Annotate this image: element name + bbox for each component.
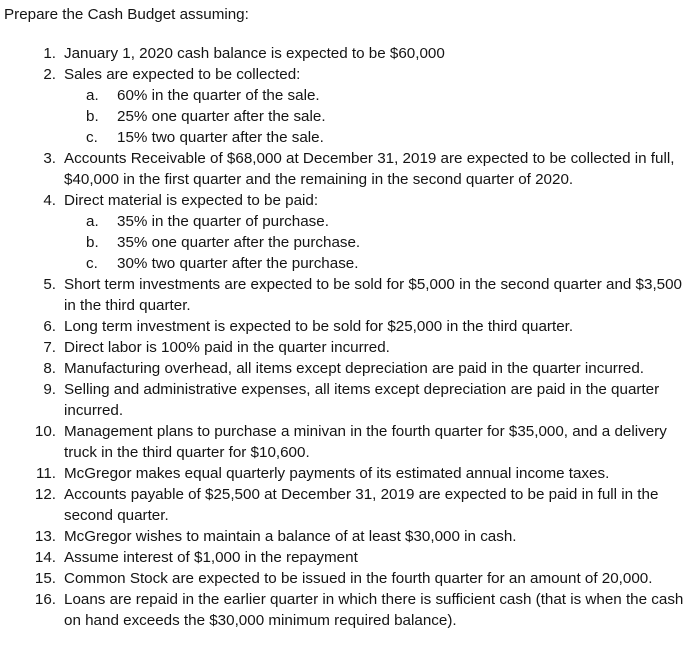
item-text: Manufacturing overhead, all items except depreciation are paid in the quarter incurred. <box>64 360 644 377</box>
item-text: Common Stock are expected to be issued in the fourth quarter for an amount of 20,000. <box>64 570 653 587</box>
sub-item-text: 35% one quarter after the purchase. <box>117 234 361 251</box>
list-item <box>0 358 692 379</box>
item-number: 3. <box>43 150 56 167</box>
list-item <box>0 589 692 631</box>
item-number: 15. <box>34 570 56 587</box>
list-item <box>0 148 692 190</box>
item-number: 13. <box>34 528 56 545</box>
item-number: 2. <box>43 66 56 83</box>
item-text: January 1, 2020 cash balance is expected to be $60,000 <box>64 45 445 62</box>
sub-item <box>0 85 692 106</box>
item-text: Selling and administrative expenses, all items except depreciation are paid in the quarter incurred. <box>64 381 660 419</box>
item-number: 14. <box>34 549 56 566</box>
item-number: 7. <box>43 339 56 356</box>
list-item <box>0 526 692 547</box>
sub-item <box>0 253 692 274</box>
item-text: Loans are repaid in the earlier quarter in which there is sufficient cash (that is when the cash on hand exceeds the $30,000 minimum required balance). <box>64 591 684 629</box>
sub-item-letter: c. <box>86 255 98 272</box>
sub-item <box>0 232 692 253</box>
list-item <box>0 43 692 64</box>
sub-item-text: 25% one quarter after the sale. <box>117 108 326 125</box>
item-number: 11. <box>36 465 56 482</box>
list-item <box>0 64 692 148</box>
document-title: Prepare the Cash Budget assuming: <box>4 6 249 23</box>
item-text: Long term investment is expected to be sold for $25,000 in the third quarter. <box>64 318 574 335</box>
item-number: 8. <box>43 360 56 377</box>
sub-item <box>0 106 692 127</box>
item-text: Assume interest of $1,000 in the repayment <box>64 549 358 566</box>
sub-item-letter: b. <box>86 108 99 125</box>
list-item <box>0 463 692 484</box>
list-item <box>0 421 692 463</box>
list-item <box>0 568 692 589</box>
item-text: McGregor wishes to maintain a balance of at least $30,000 in cash. <box>64 528 517 545</box>
item-number: 12. <box>34 486 56 503</box>
sub-item-text: 60% in the quarter of the sale. <box>117 87 320 104</box>
item-number: 1. <box>43 45 56 62</box>
item-number: 5. <box>43 276 56 293</box>
list-item <box>0 316 692 337</box>
list-item <box>0 379 692 421</box>
sub-item <box>0 211 692 232</box>
item-text: Management plans to purchase a minivan in the fourth quarter for $35,000, and a delivery truck in the third quarter for $10,600. <box>64 423 667 461</box>
sub-item-letter: b. <box>86 234 99 251</box>
list-item <box>0 274 692 316</box>
sub-item-letter: a. <box>86 213 99 230</box>
item-text: McGregor makes equal quarterly payments of its estimated annual income taxes. <box>64 465 610 482</box>
item-number: 9. <box>43 381 56 398</box>
list-item <box>0 547 692 568</box>
sub-item-letter: c. <box>86 129 98 146</box>
item-number: 10. <box>34 423 56 440</box>
item-text: Direct material is expected to be paid: <box>64 192 319 209</box>
sub-item <box>0 127 692 148</box>
item-number: 6. <box>43 318 56 335</box>
item-text: Short term investments are expected to be sold for $5,000 in the second quarter and $3,500 in the third quarter. <box>64 276 683 314</box>
list-item <box>0 484 692 526</box>
item-text: Accounts Receivable of $68,000 at December 31, 2019 are expected to be collected in full, $40,000 in the first quarter and the remaining in the second quarter of 2020. <box>64 150 675 188</box>
item-text: Direct labor is 100% paid in the quarter incurred. <box>64 339 390 356</box>
item-number: 4. <box>43 192 56 209</box>
item-number: 16. <box>34 591 56 608</box>
item-text: Sales are expected to be collected: <box>64 66 301 83</box>
sub-item-text: 15% two quarter after the sale. <box>117 129 324 146</box>
sub-item-text: 30% two quarter after the purchase. <box>117 255 359 272</box>
list-item <box>0 190 692 274</box>
item-text: Accounts payable of $25,500 at December 31, 2019 are expected to be paid in full in the second quarter. <box>64 486 659 524</box>
assumption-list <box>0 43 692 631</box>
list-item <box>0 337 692 358</box>
sub-item-text: 35% in the quarter of purchase. <box>117 213 329 230</box>
sub-item-letter: a. <box>86 87 99 104</box>
